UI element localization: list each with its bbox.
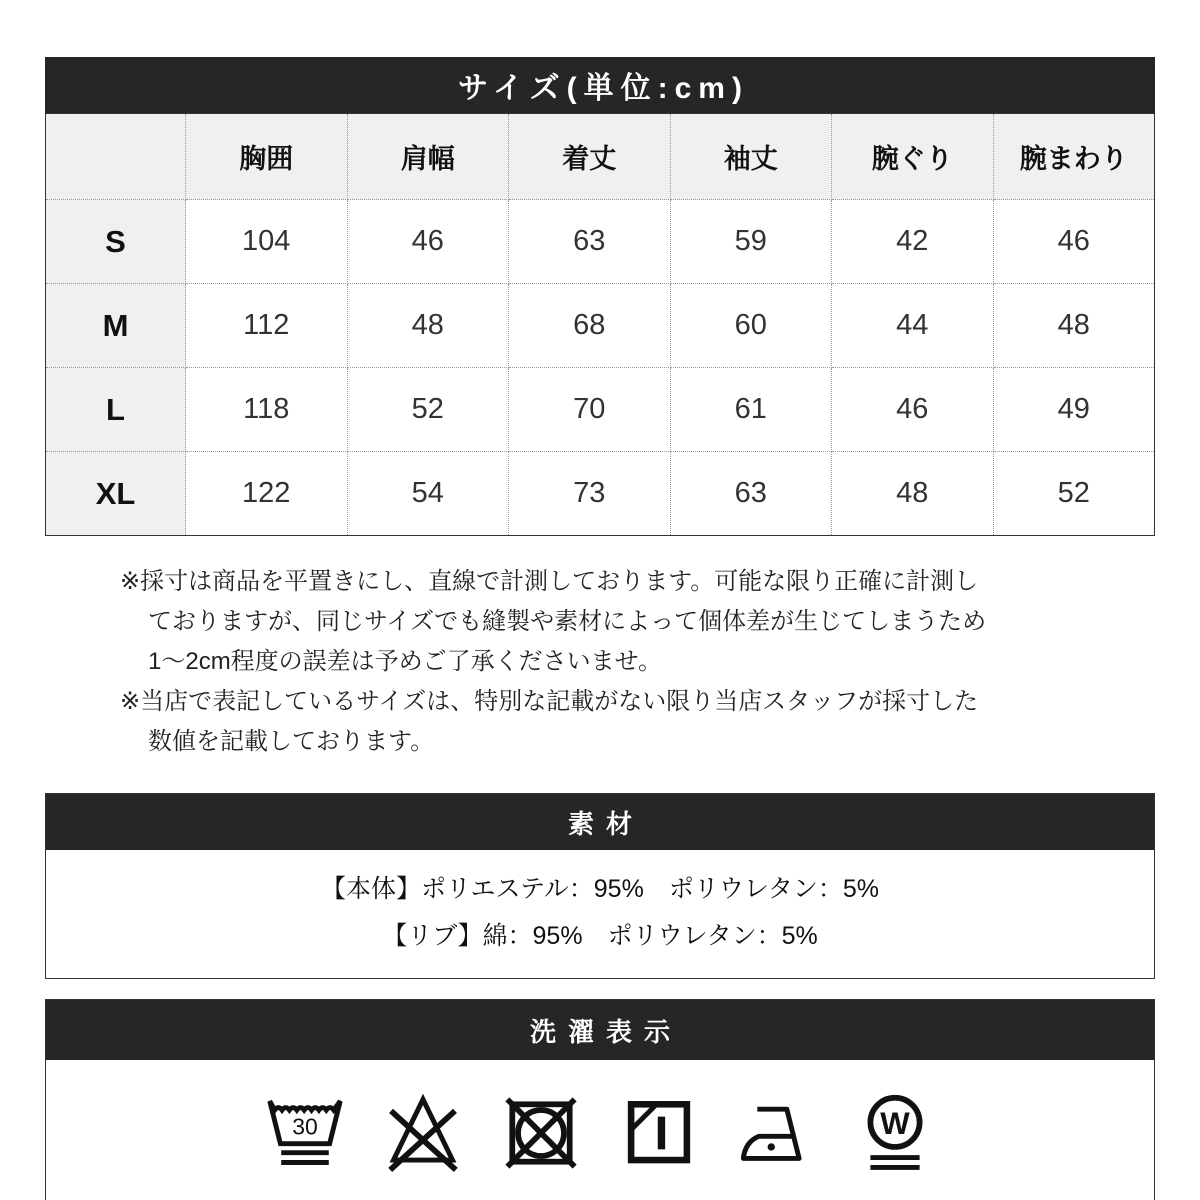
material-line-rib: 【リブ】綿：95% ポリウレタン：5% <box>382 922 818 950</box>
size-cell: 59 <box>670 200 832 284</box>
size-table <box>45 113 1155 536</box>
size-cell: 61 <box>670 368 832 452</box>
size-cell: 46 <box>993 200 1155 284</box>
size-cell: 112 <box>186 284 348 368</box>
size-cell: 70 <box>509 368 671 452</box>
size-row-s <box>46 200 1155 284</box>
laundry-title-bar <box>46 1000 1154 1060</box>
note-line: ※当店で表記しているサイズは、特別な記載がない限り当店スタッフが採寸した <box>120 688 979 715</box>
wet-cleaning-gentle-icon <box>854 1087 936 1179</box>
size-row-l <box>46 368 1155 452</box>
size-cell: 48 <box>832 452 994 536</box>
size-row-xl <box>46 452 1155 536</box>
laundry-title: 洗濯表示 <box>529 1016 682 1047</box>
col-header-shoulder: 肩幅 <box>347 114 509 200</box>
col-header-sleeve: 袖丈 <box>670 114 832 200</box>
col-header-armhole: 腕ぐり <box>832 114 994 200</box>
measurement-notes <box>120 562 1110 762</box>
size-cell: 68 <box>509 284 671 368</box>
wash-30-gentle-icon <box>264 1087 346 1179</box>
size-row-m <box>46 284 1155 368</box>
svg-text:W: W <box>880 1105 910 1141</box>
size-section-title-bar <box>45 57 1155 113</box>
col-header-chest: 胸囲 <box>186 114 348 200</box>
size-cell: 52 <box>993 452 1155 536</box>
size-cell: 54 <box>347 452 509 536</box>
material-title-bar <box>46 794 1154 850</box>
note-line: ※採寸は商品を平置きにし、直線で計測しております。可能な限り正確に計測し <box>120 568 979 595</box>
size-cell: 118 <box>186 368 348 452</box>
size-label: L <box>46 368 186 452</box>
material-section <box>45 793 1155 979</box>
size-cell: 49 <box>993 368 1155 452</box>
material-line-body: 【本体】ポリエステル：95% ポリウレタン：5% <box>321 875 879 903</box>
size-cell: 63 <box>670 452 832 536</box>
note-line: ておりますが、同じサイズでも縫製や素材によって個体差が生じてしまうため <box>148 608 987 635</box>
do-not-tumble-dry-icon <box>500 1087 582 1179</box>
col-header-arm-circumference: 腕まわり <box>993 114 1155 200</box>
iron-low-icon <box>736 1087 818 1179</box>
size-cell: 104 <box>186 200 348 284</box>
size-cell: 48 <box>347 284 509 368</box>
do-not-bleach-icon <box>382 1087 464 1179</box>
size-cell: 63 <box>509 200 671 284</box>
size-cell: 46 <box>832 368 994 452</box>
size-cell: 42 <box>832 200 994 284</box>
line-dry-shade-icon <box>618 1087 700 1179</box>
laundry-symbols-row <box>46 1060 1154 1200</box>
size-cell: 73 <box>509 452 671 536</box>
note-line: 1～2cm程度の誤差は予めご了承くださいませ。 <box>148 648 662 675</box>
material-title: 素材 <box>567 808 644 839</box>
size-cell: 52 <box>347 368 509 452</box>
size-table-header-row <box>46 114 1155 200</box>
corner-cell <box>46 114 186 200</box>
size-cell: 48 <box>993 284 1155 368</box>
size-cell: 44 <box>832 284 994 368</box>
size-label: S <box>46 200 186 284</box>
size-section-title: サイズ(単位:cm) <box>458 72 749 105</box>
size-cell: 122 <box>186 452 348 536</box>
product-size-chart-page <box>45 0 1155 1200</box>
col-header-length: 着丈 <box>509 114 671 200</box>
size-label: XL <box>46 452 186 536</box>
size-label: M <box>46 284 186 368</box>
material-body <box>46 850 1154 978</box>
size-cell: 60 <box>670 284 832 368</box>
svg-text:30: 30 <box>292 1113 318 1140</box>
laundry-section <box>45 999 1155 1200</box>
size-cell: 46 <box>347 200 509 284</box>
note-line: 数値を記載しております。 <box>148 728 435 755</box>
